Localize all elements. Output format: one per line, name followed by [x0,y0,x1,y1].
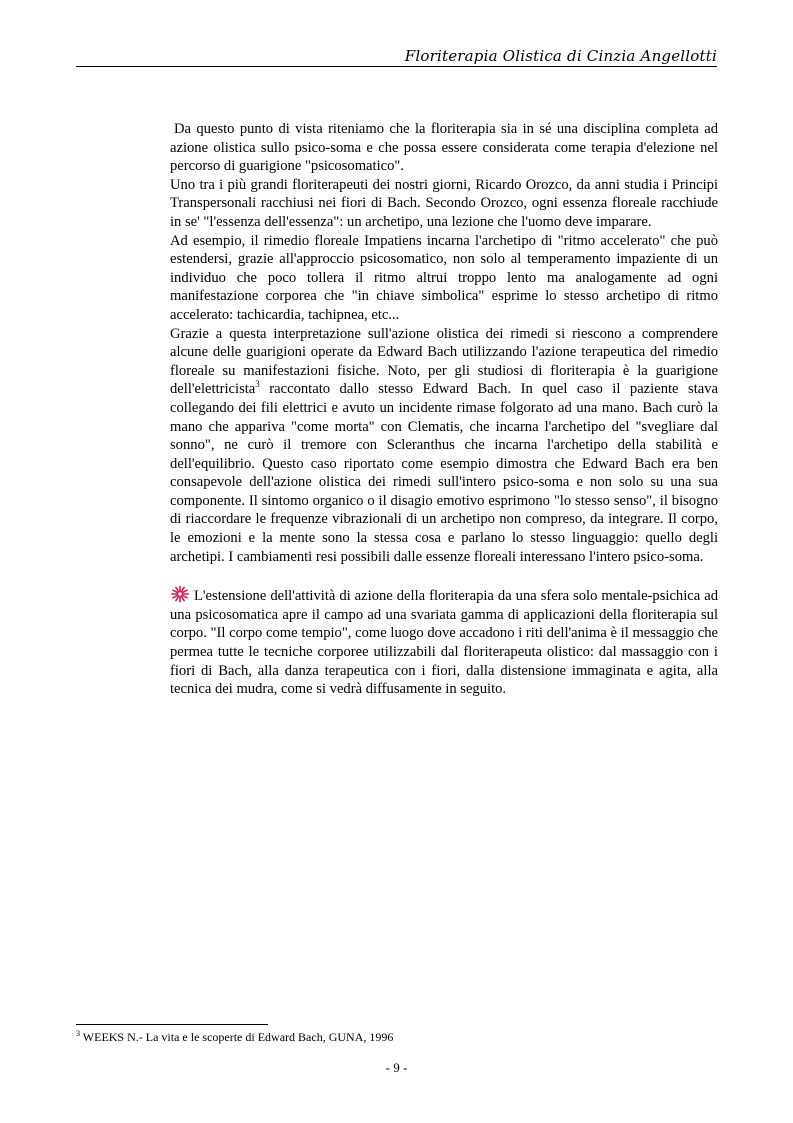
flower-petal [173,596,178,598]
paragraph-5-text: L'estensione dell'attività di azione della floriterapia da una sfera solo mentale-psichica ad una psicosomatica apre il campo ad una svariata gamma di applicazioni della floriterapia sul corpo. "Il corpo come tempio", come luogo dove accadono i riti dell'anima è il messaggio che permea tutte le tecniche corporee utilizzabili dal floriterapeuta olistico: dal massaggio con i fiori di Bach, alla danza terapeutica con i fiori, dalla distensione immaginata e agita, alla tecnica dei mudra, come si vedrà diffusamente in seguito. [170,588,718,698]
paragraph-2: Uno tra i più grandi floriterapeuti dei nostri giorni, Ricardo Orozco, da anni studia i Principi Transpersonali racchiusi nei fiori di Bach. Secondo Orozco, ogni essenza floreale racchiude in se' "l'essenza dell'essenza": un archetipo, una lezione che l'uomo deve imparare. [170,176,718,230]
flower-petal [173,590,178,592]
paragraph-4-text-b: raccontato dallo stesso Edward Bach. In quel caso il paziente stava collegando dei fili elettrici e avuto un incidente rimase folgorato ad una mano. Bach curò la mano che appariva "come morta" con Clematis, che incarna l'archetipo del "svegliare dal sonno", ne curò il tremore con Scleranthus che incarna l'archetipo della stabilità e dell'equilibrio. Questo caso riportato come esempio dimostra che Edward Bach era ben consapevole dell'azione olistica dei rimedi sull'intero psico-soma e non solo su una sua componente. Il sintomo organico o il disagio emotivo esprimono "lo stesso senso", il bisogno di riaccordare le frequenze vibrazionali di un archetipo non compreso, da integrare. Il corpo, le emozioni e la mente sono la stessa cosa e parlano lo stesso linguaggio: quello degli archetipi. I cambiamenti resi possibili dalle essenze floreali interessano l'intero psico-soma. [170,381,718,565]
flower-petal [183,596,188,598]
footnote-number: 3 [76,1029,80,1038]
flower-petal [176,597,179,601]
main-text [170,120,718,699]
paragraph-5 [170,585,718,699]
paragraph-4-text-a: Grazie a questa interpretazione sull'azione olistica dei rimedi si riescono a comprendere alcune delle guarigioni operate da Edward Bach utilizzando l'azione terapeutica del rimedio floreale su manifestazioni fisiche. Noto, per gli studiosi di floriterapia è la guarigione dell'elettricista [170,325,718,398]
page-number: - 9 - [385,1060,408,1075]
footnote-reference[interactable]: 3 [255,379,260,390]
flower-petal [182,597,185,601]
flower-petal [183,590,188,592]
footnote [76,1030,716,1045]
paragraph-1: Da questo punto di vista riteniamo che la floriterapia sia in sé una disciplina completa ad azione olistica sullo psico-soma e che possa essere considerata come terapia d'elezione nel percorso di guarigione "psicosomatico". [170,121,718,175]
paragraph-3: Ad esempio, il rimedio floreale Impatiens incarna l'archetipo di "ritmo accelerato" che può estendersi, grazie all'approccio psicosomatico, non solo al temperamento impaziente di un individuo che poco tollera il ritmo altrui troppo lento ma analogamente ad ogni manifestazione corporea che "in chiave simbolica" esprime lo stesso archetipo di ritmo accelerato: tachicardia, tachipnea, etc... [170,232,718,323]
flower-petal [176,588,179,592]
running-header-title: Floriterapia Olistica di Cinzia Angellotti [404,47,717,65]
footnote-text: WEEKS N.- La vita e le scoperte di Edward Bach, GUNA, 1996 [80,1030,394,1044]
flower-petal [182,588,185,592]
paragraph-4 [170,325,718,567]
header-rule [76,66,717,67]
flower-icon [170,585,190,603]
footnote-rule [76,1024,268,1025]
